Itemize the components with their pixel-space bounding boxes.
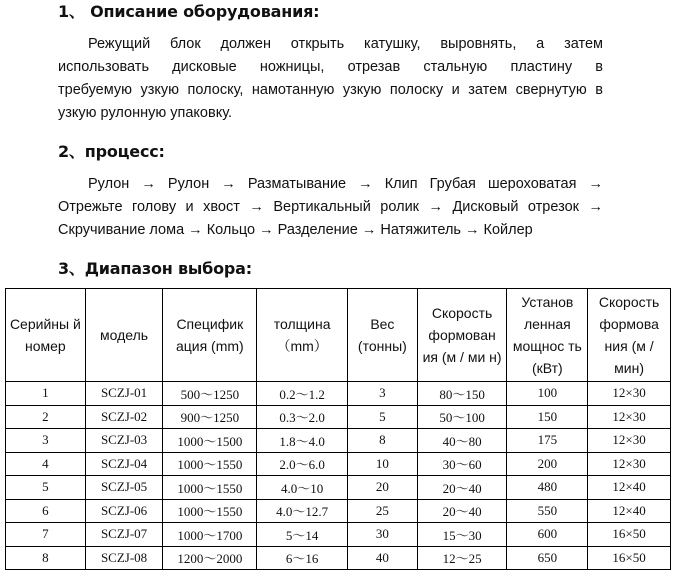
cell-forming-speed: 50～100: [417, 405, 507, 429]
cell-forming-speed-2: 12×30: [588, 452, 671, 476]
cell-thickness: 4.0～10: [257, 476, 348, 500]
process-line: Скручивание лома → Кольцо → Разделение → Натяжитель → Койлер: [58, 222, 533, 238]
cell-installed-power: 200: [507, 452, 588, 476]
description-line: узкую рулонную упаковку.: [58, 105, 233, 121]
section-heading-selection-range: 3、Диапазон выбора:: [58, 259, 252, 278]
cell-serial-number: 4: [6, 452, 86, 476]
table-header-row: [6, 289, 671, 382]
cell-thickness: 6～16: [257, 546, 348, 570]
cell-forming-speed: 12～25: [417, 546, 507, 570]
table-row: [6, 546, 671, 570]
cell-weight: 10: [348, 452, 418, 476]
cell-thickness: 2.0～6.0: [257, 452, 348, 476]
cell-serial-number: 8: [6, 546, 86, 570]
cell-forming-speed-2: 16×50: [588, 546, 671, 570]
cell-forming-speed: 80～150: [417, 382, 507, 406]
cell-forming-speed-2: 12×40: [588, 476, 671, 500]
column-header-weight: Вес (тонны): [348, 289, 418, 382]
description-line: использовать дисковые ножницы, отрезав стальную пластину в: [58, 59, 603, 75]
cell-installed-power: 650: [507, 546, 588, 570]
cell-model: SCZJ-02: [85, 405, 163, 429]
column-header-specification: Специфик ация (mm): [163, 289, 257, 382]
description-paragraph: [58, 33, 603, 125]
table-row: [6, 452, 671, 476]
cell-specification: 1000～1500: [163, 429, 257, 453]
table-row: [6, 499, 671, 523]
cell-weight: 8: [348, 429, 418, 453]
cell-weight: 3: [348, 382, 418, 406]
specification-table: [5, 288, 671, 570]
cell-specification: 1200～2000: [163, 546, 257, 570]
column-header-model: модель: [85, 289, 163, 382]
cell-serial-number: 3: [6, 429, 86, 453]
cell-serial-number: 7: [6, 523, 86, 547]
process-line: Отрежьте голову и хвост → Вертикальный ролик → Дисковый отрезок →: [58, 199, 603, 215]
cell-model: SCZJ-06: [85, 499, 163, 523]
cell-serial-number: 2: [6, 405, 86, 429]
table-body: [6, 382, 671, 570]
cell-specification: 1000～1550: [163, 452, 257, 476]
cell-forming-speed: 20～40: [417, 499, 507, 523]
cell-model: SCZJ-01: [85, 382, 163, 406]
cell-model: SCZJ-05: [85, 476, 163, 500]
cell-specification: 900～1250: [163, 405, 257, 429]
cell-specification: 1000～1550: [163, 499, 257, 523]
cell-forming-speed-2: 16×50: [588, 523, 671, 547]
table-row: [6, 476, 671, 500]
cell-specification: 1000～1700: [163, 523, 257, 547]
section-heading-description: 1、 Описание оборудования:: [58, 2, 320, 21]
cell-forming-speed-2: 12×30: [588, 405, 671, 429]
process-line: Рулон → Рулон → Разматывание → Клип Грубая шероховатая →: [88, 176, 603, 192]
cell-installed-power: 100: [507, 382, 588, 406]
column-header-thickness: толщина （mm）: [257, 289, 348, 382]
column-header-forming-speed: Скорость формован ия (м / ми н): [417, 289, 507, 382]
cell-installed-power: 480: [507, 476, 588, 500]
cell-forming-speed-2: 12×30: [588, 429, 671, 453]
cell-installed-power: 600: [507, 523, 588, 547]
cell-forming-speed: 20～40: [417, 476, 507, 500]
cell-serial-number: 5: [6, 476, 86, 500]
cell-thickness: 4.0～12.7: [257, 499, 348, 523]
cell-weight: 5: [348, 405, 418, 429]
cell-specification: 500～1250: [163, 382, 257, 406]
section-heading-process: 2、процесс:: [58, 142, 165, 161]
table-row: [6, 429, 671, 453]
cell-serial-number: 1: [6, 382, 86, 406]
column-header-installed-power: Установ ленная мощнос ть (кВт): [507, 289, 588, 382]
column-header-forming-speed-2: Скорость формова ния (м / мин): [588, 289, 671, 382]
cell-thickness: 0.3～2.0: [257, 405, 348, 429]
cell-installed-power: 175: [507, 429, 588, 453]
cell-specification: 1000～1550: [163, 476, 257, 500]
cell-model: SCZJ-04: [85, 452, 163, 476]
cell-model: SCZJ-08: [85, 546, 163, 570]
cell-weight: 20: [348, 476, 418, 500]
cell-serial-number: 6: [6, 499, 86, 523]
cell-model: SCZJ-07: [85, 523, 163, 547]
cell-weight: 40: [348, 546, 418, 570]
table-row: [6, 523, 671, 547]
table-row: [6, 405, 671, 429]
cell-forming-speed: 30～60: [417, 452, 507, 476]
column-header-serial-number: Серийны й номер: [6, 289, 86, 382]
cell-model: SCZJ-03: [85, 429, 163, 453]
description-line: Режущий блок должен открыть катушку, выровнять, а затем: [88, 36, 603, 52]
cell-weight: 25: [348, 499, 418, 523]
cell-installed-power: 150: [507, 405, 588, 429]
cell-installed-power: 550: [507, 499, 588, 523]
cell-forming-speed: 15～30: [417, 523, 507, 547]
cell-weight: 30: [348, 523, 418, 547]
process-paragraph: [58, 173, 603, 242]
cell-thickness: 5～14: [257, 523, 348, 547]
cell-forming-speed-2: 12×30: [588, 382, 671, 406]
cell-thickness: 0.2～1.2: [257, 382, 348, 406]
cell-forming-speed-2: 12×40: [588, 499, 671, 523]
table-row: [6, 382, 671, 406]
description-line: требуемую узкую полоску, намотанную узкую полоску и затем свернутую в: [58, 82, 603, 98]
cell-thickness: 1.8～4.0: [257, 429, 348, 453]
cell-forming-speed: 40～80: [417, 429, 507, 453]
